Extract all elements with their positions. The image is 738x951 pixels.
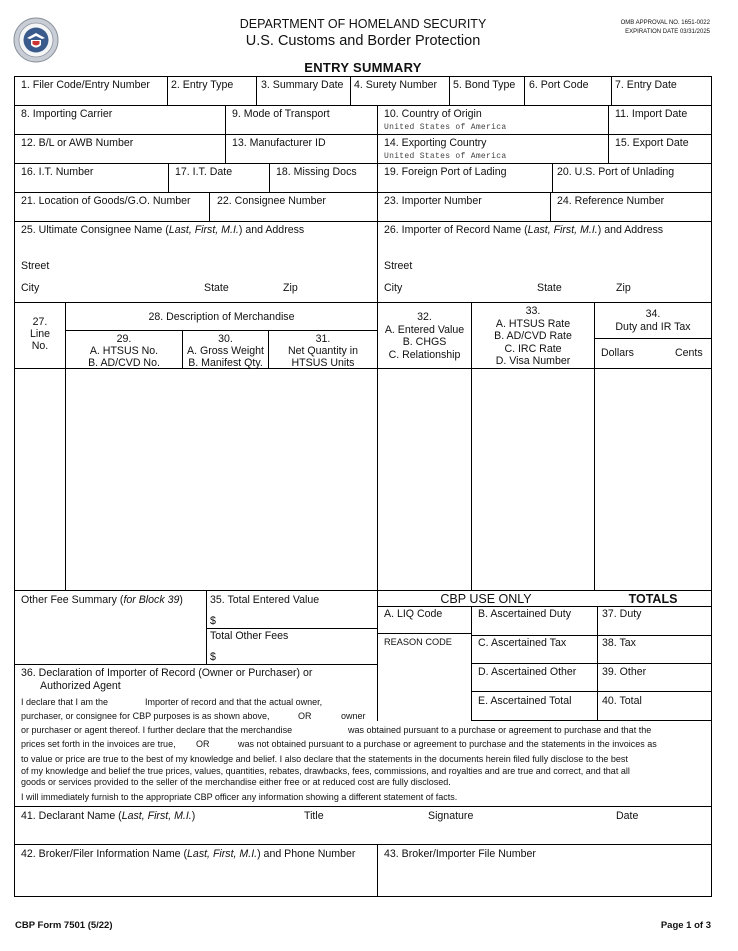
field-26-importer-of-record: 26. Importer of Record Name (Last, First, M.I.) and Address [384, 224, 664, 236]
department-title: DEPARTMENT OF HOMELAND SECURITY [239, 17, 487, 31]
field-8-importing-carrier: 8. Importing Carrier [21, 108, 113, 120]
field-22-consignee-number: 22. Consignee Number [217, 195, 326, 207]
field-11-import-date: 11. Import Date [615, 108, 688, 120]
ascertained-duty: B. Ascertained Duty [478, 608, 572, 620]
field-35-total-entered-value: 35. Total Entered Value [210, 594, 320, 606]
field-25-ultimate-consignee: 25. Ultimate Consignee Name (Last, First, M.I.) and Address [21, 224, 305, 236]
field-14-value[interactable]: United States of America [384, 152, 507, 161]
field-41-date: Date [616, 810, 639, 822]
field-26-city: City [384, 282, 403, 294]
field-6-port-code: 6. Port Code [529, 79, 589, 91]
ascertained-tax: C. Ascertained Tax [478, 637, 567, 649]
field-34-duty-ir-tax: 34. Duty and IR Tax [615, 308, 691, 333]
field-16-it-number: 16. I.T. Number [21, 166, 94, 178]
ascertained-total: E. Ascertained Total [478, 695, 572, 707]
totals-heading: TOTALS [628, 592, 678, 606]
field-26-street: Street [384, 260, 413, 272]
omb-approval: OMB APPROVAL NO. 1651-0022 [620, 20, 710, 26]
declaration-l7: goods or services provided to the seller of the merchandise either free or at reduced cost are fully disclosed. [21, 777, 451, 787]
declaration-l3a: or purchaser or agent thereof. I further declare that the merchandise [21, 725, 293, 735]
field-3-summary-date: 3. Summary Date [261, 79, 344, 91]
ascertained-other: D. Ascertained Other [478, 666, 577, 678]
liq-code: A. LIQ Code [384, 608, 443, 620]
field-29-htsus: 29. A. HTSUS No. B. AD/CVD No. [88, 333, 160, 370]
declaration-l6: of my knowledge and belief the true prices, values, quantities, rebates, drawbacks, fees, commissions, and royalties and are true and correct, and that all [21, 766, 630, 776]
declaration-l4a: prices set forth in the invoices are true, [21, 739, 176, 749]
declaration-l3b: was obtained pursuant to a purchase or agreement to purchase and that the [348, 725, 652, 735]
field-10-value[interactable]: United States of America [384, 123, 507, 132]
field-31-net-quantity: 31. Net Quantity in HTSUS Units [287, 333, 359, 370]
field-36-declaration-line1: 36. Declaration of Importer of Record (Owner or Purchaser) or [21, 667, 313, 679]
total-other-fees-dollar: $ [210, 651, 216, 663]
dollars-label: Dollars [601, 347, 634, 359]
field-15-export-date: 15. Export Date [615, 137, 689, 149]
field-24-reference-number: 24. Reference Number [557, 195, 665, 207]
cents-label: Cents [675, 347, 703, 359]
declaration-l1b: Importer of record and that the actual owner, [145, 697, 323, 707]
field-5-bond-type: 5. Bond Type [453, 79, 516, 91]
field-12-bl-awb-number: 12. B/L or AWB Number [21, 137, 134, 149]
field-14-exporting-country: 14. Exporting Country [384, 137, 487, 149]
form-number: CBP Form 7501 (5/22) [15, 920, 113, 931]
declaration-l2c: owner [341, 711, 366, 721]
agency-title: U.S. Customs and Border Protection [245, 33, 481, 49]
field-23-importer-number: 23. Importer Number [384, 195, 482, 207]
field-7-entry-date: 7. Entry Date [615, 79, 677, 91]
field-33-htsus-rate: 33. A. HTSUS Rate B. AD/CVD Rate C. IRC Rate D. Visa Number [494, 305, 572, 367]
form-title: ENTRY SUMMARY [304, 60, 422, 75]
field-36-declaration-line2: Authorized Agent [40, 680, 121, 692]
field-41-declarant-name: 41. Declarant Name (Last, First, M.I.) [21, 810, 196, 822]
field-20-us-port-of-unlading: 20. U.S. Port of Unlading [557, 166, 675, 178]
declaration-l8: I will immediately furnish to the appropriate CBP officer any information showing a different statement of facts. [21, 792, 458, 802]
field-41-title: Title [304, 810, 324, 822]
field-38-tax: 38. Tax [602, 637, 636, 649]
field-27-line-no: 27. Line No. [29, 316, 51, 353]
field-42-broker-filer-info: 42. Broker/Filer Information Name (Last, First, M.I.) and Phone Number [21, 848, 356, 860]
field-25-city: City [21, 282, 40, 294]
declaration-l1a: I declare that I am the [21, 697, 109, 707]
field-4-surety-number: 4. Surety Number [354, 79, 438, 91]
cbp-use-only: CBP USE ONLY [440, 592, 532, 606]
field-10-country-of-origin: 10. Country of Origin [384, 108, 482, 120]
field-25-street: Street [21, 260, 50, 272]
field-43-broker-importer-file-number: 43. Broker/Importer File Number [384, 848, 536, 860]
field-37-duty: 37. Duty [602, 608, 642, 620]
field-13-manufacturer-id: 13. Manufacturer ID [232, 137, 326, 149]
declaration-l5: to value or price are true to the best of my knowledge and belief. I also declare that the statements in the documents herein filed fully disclose to the best [21, 754, 628, 764]
reason-code: REASON CODE [384, 637, 452, 647]
field-25-state: State [204, 282, 229, 294]
field-26-zip: Zip [616, 282, 631, 294]
field-26-state: State [537, 282, 562, 294]
field-1-filer-code: 1. Filer Code/Entry Number [21, 79, 150, 91]
field-9-mode-of-transport: 9. Mode of Transport [232, 108, 330, 120]
declaration-l4b: OR [196, 739, 210, 749]
total-other-fees: Total Other Fees [210, 630, 289, 642]
field-41-signature: Signature [428, 810, 474, 822]
field-21-location-of-goods: 21. Location of Goods/G.O. Number [21, 195, 191, 207]
page-number: Page 1 of 3 [660, 920, 711, 931]
field-19-foreign-port-of-lading: 19. Foreign Port of Lading [384, 166, 507, 178]
field-28-description: 28. Description of Merchandise [148, 311, 295, 323]
total-entered-value-dollar: $ [210, 615, 216, 627]
declaration-l2a: purchaser, or consignee for CBP purposes is as shown above, [21, 711, 270, 721]
field-18-missing-docs: 18. Missing Docs [276, 166, 357, 178]
field-32-entered-value: 32. A. Entered Value B. CHGS C. Relationship [384, 311, 465, 362]
expiration-date: EXPIRATION DATE 03/31/2025 [625, 29, 710, 35]
field-39-other: 39. Other [602, 666, 647, 678]
field-2-entry-type: 2. Entry Type [171, 79, 234, 91]
field-30-gross-weight: 30. A. Gross Weight B. Manifest Qty. [187, 333, 264, 370]
field-40-total: 40. Total [602, 695, 642, 707]
field-17-it-date: 17. I.T. Date [175, 166, 233, 178]
declaration-l2b: OR [298, 711, 312, 721]
field-25-zip: Zip [283, 282, 298, 294]
declaration-l4c: was not obtained pursuant to a purchase or agreement to purchase and the statements in the invoices as [238, 739, 657, 749]
other-fee-summary: Other Fee Summary (for Block 39) [21, 594, 183, 606]
